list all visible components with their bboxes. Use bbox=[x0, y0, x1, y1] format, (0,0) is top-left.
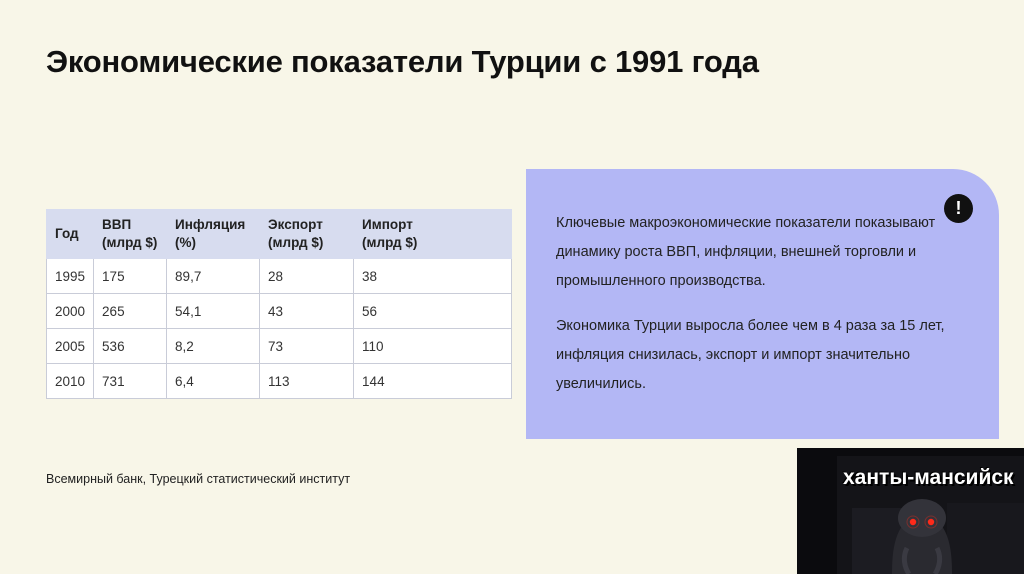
cell-import: 144 bbox=[354, 364, 512, 399]
cell-year: 2010 bbox=[47, 364, 94, 399]
cell-gdp: 265 bbox=[94, 294, 167, 329]
page-title: Экономические показатели Турции с 1991 года bbox=[46, 44, 759, 79]
summary-paragraph-2: Экономика Турции выросла более чем в 4 раза за 15 лет, инфляция снизилась, экспорт и импорт значительно увеличились. bbox=[556, 318, 945, 392]
cell-export: 43 bbox=[260, 294, 354, 329]
table-header-row bbox=[47, 210, 512, 259]
exclamation-icon: ! bbox=[944, 194, 973, 223]
summary-paragraph-1: Ключевые макроэкономические показатели показывают динамику роста ВВП, инфляции, внешней торговли и промышленного производства. bbox=[556, 215, 936, 289]
cell-import: 38 bbox=[354, 259, 512, 294]
cell-gdp: 731 bbox=[94, 364, 167, 399]
cell-import: 56 bbox=[354, 294, 512, 329]
table-row bbox=[47, 329, 512, 364]
video-thumbnail[interactable] bbox=[797, 448, 1024, 574]
cell-import: 110 bbox=[354, 329, 512, 364]
header-gdp: ВВП (млрд $) bbox=[94, 210, 167, 259]
table-row bbox=[47, 364, 512, 399]
video-caption: ханты-мансийск bbox=[843, 466, 1014, 489]
table-row bbox=[47, 294, 512, 329]
source-note: Всемирный банк, Турецкий статистический институт bbox=[46, 472, 351, 486]
cell-gdp: 536 bbox=[94, 329, 167, 364]
economic-indicators-table bbox=[46, 209, 512, 399]
cell-inflation: 8,2 bbox=[167, 329, 260, 364]
cell-year: 2005 bbox=[47, 329, 94, 364]
header-import: Импорт (млрд $) bbox=[354, 210, 512, 259]
header-year: Год bbox=[47, 210, 94, 259]
table-row bbox=[47, 259, 512, 294]
cell-inflation: 89,7 bbox=[167, 259, 260, 294]
summary-panel bbox=[526, 169, 999, 439]
cell-year: 1995 bbox=[47, 259, 94, 294]
cell-export: 113 bbox=[260, 364, 354, 399]
header-export: Экспорт (млрд $) bbox=[260, 210, 354, 259]
cell-gdp: 175 bbox=[94, 259, 167, 294]
cell-inflation: 54,1 bbox=[167, 294, 260, 329]
cell-export: 28 bbox=[260, 259, 354, 294]
header-inflation: Инфляция (%) bbox=[167, 210, 260, 259]
cell-export: 73 bbox=[260, 329, 354, 364]
cell-year: 2000 bbox=[47, 294, 94, 329]
cell-inflation: 6,4 bbox=[167, 364, 260, 399]
